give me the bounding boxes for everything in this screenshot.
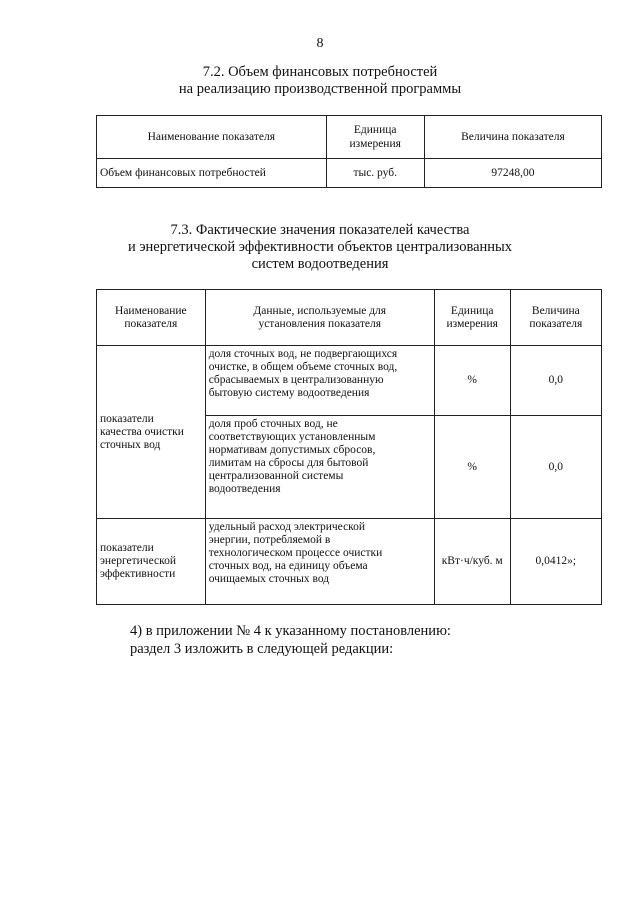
paragraph: 4) в приложении № 4 к указанному постановлению: — [130, 623, 451, 639]
cell-unit: кВт·ч/куб. м — [434, 519, 510, 605]
header-value — [510, 290, 601, 346]
desc-line: удельный расход электрической — [208, 521, 366, 533]
title-line: 7.3. Фактические значения показателей качества — [170, 222, 470, 238]
title-line: 7.2. Объем финансовых потребностей — [202, 64, 438, 80]
page-number: 8 — [316, 36, 324, 51]
desc-line: лимитам на сбросы для бытовой — [208, 457, 369, 469]
header-text: Наименование — [115, 304, 187, 317]
cell-unit: тыс. руб. — [326, 159, 424, 188]
desc-line: централизованной системы — [208, 470, 344, 482]
header-text: показателя — [529, 317, 583, 330]
header-indicator-name: Наименование показателя — [97, 116, 327, 159]
header-unit — [434, 290, 510, 346]
paragraph: раздел 3 изложить в следующей редакции: — [130, 641, 394, 657]
group-text: энергетической — [100, 555, 176, 567]
table-row — [97, 519, 602, 605]
title-line: на реализацию производственной программы — [178, 81, 462, 97]
table-header-row — [97, 116, 602, 159]
cell-data-used — [205, 346, 434, 416]
header-text: Единица — [353, 124, 397, 136]
quality-indicators-table — [96, 289, 602, 605]
section-7-2-title — [0, 64, 640, 98]
group-text: эффективности — [100, 568, 176, 580]
group-quality-name — [97, 346, 206, 519]
desc-line: соответствующих установленным — [208, 431, 376, 443]
cell-value: 97248,00 — [424, 159, 601, 188]
desc-line: нормативам допустимых сбросов, — [208, 444, 376, 456]
header-text: установления показателя — [258, 317, 381, 330]
title-line: систем водоотведения — [251, 256, 389, 272]
desc-line: очищаемых сточных вод — [208, 573, 330, 585]
cell-value: 0,0 — [510, 416, 601, 519]
desc-line: доля сточных вод, не подвергающихся — [208, 348, 398, 360]
cell-data-used — [205, 416, 434, 519]
header-data-used — [205, 290, 434, 346]
desc-line: сточных вод, на единицу объема — [208, 560, 368, 572]
header-text: Данные, используемые для — [253, 304, 387, 317]
cell-data-used — [205, 519, 434, 605]
desc-line: бытовую систему водоотведения — [208, 387, 370, 399]
cell-unit: % — [434, 416, 510, 519]
group-text: показатели — [100, 412, 154, 425]
header-indicator-name — [97, 290, 206, 346]
header-value: Величина показателя — [424, 116, 601, 159]
desc-line: энергии, потребляемой в — [208, 534, 331, 546]
financial-needs-table — [96, 115, 602, 188]
header-text: измерения — [446, 317, 498, 330]
table-row — [97, 346, 602, 416]
table-header-row — [97, 290, 602, 346]
desc-line: технологическом процессе очистки — [208, 547, 383, 559]
title-line: и энергетической эффективности объектов централизованных — [127, 239, 513, 255]
header-unit — [326, 116, 424, 159]
header-text: показателя — [124, 317, 178, 330]
cell-value: 0,0412»; — [510, 519, 601, 605]
header-text: измерения — [349, 138, 401, 150]
header-text: Величина — [531, 304, 580, 317]
desc-line: очистке, в общем объеме сточных вод, — [208, 361, 398, 373]
desc-line: водоотведения — [208, 483, 281, 495]
group-text: показатели — [100, 542, 154, 554]
cell-value: 0,0 — [510, 346, 601, 416]
group-energy-name — [97, 519, 206, 605]
cell-unit: % — [434, 346, 510, 416]
desc-line: сбрасываемых в централизованную — [208, 374, 384, 386]
header-text: Единица — [450, 304, 494, 317]
cell-name: Объем финансовых потребностей — [97, 159, 327, 188]
table-row — [97, 159, 602, 188]
section-7-3-title — [0, 222, 640, 273]
group-text: качества очистки — [100, 425, 184, 438]
group-text: сточных вод — [100, 438, 161, 451]
desc-line: доля проб сточных вод, не — [208, 418, 338, 430]
